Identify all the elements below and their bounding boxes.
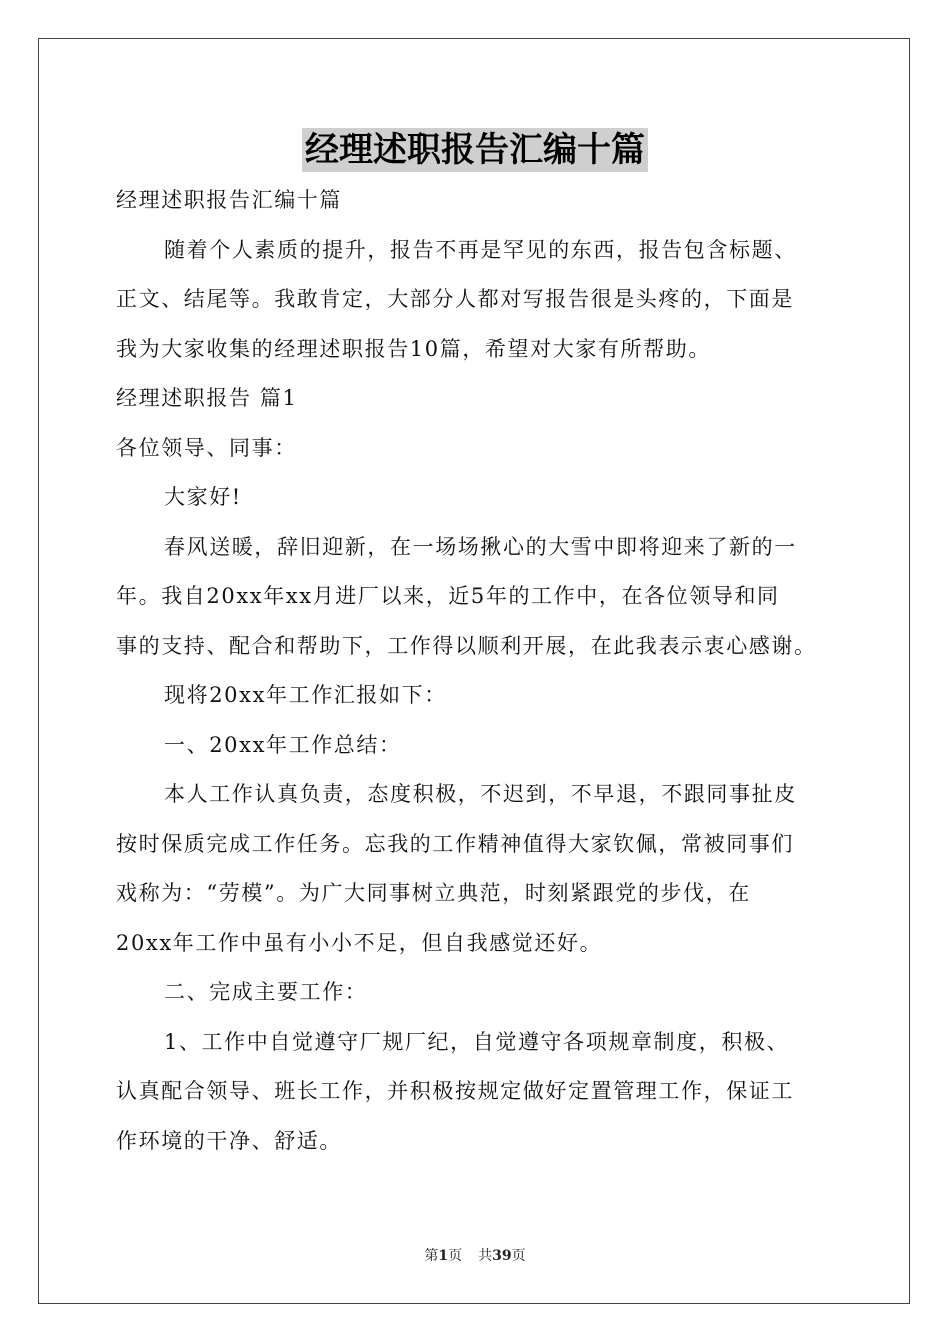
title-area <box>0 128 950 172</box>
text-line: 戏称为：“劳模”。为广大同事树立典范，时刻紧跟党的步伐，在 <box>116 881 751 905</box>
page-footer <box>0 1246 950 1266</box>
text-line: 本人工作认真负责，态度积极，不迟到，不早退，不跟同事扯皮 <box>164 782 797 806</box>
text-line: 春风送暖，辞旧迎新，在一场场揪心的大雪中即将迎来了新的一 <box>164 534 797 559</box>
text-line: 我为大家收集的经理述职报告10篇，希望对大家有所帮助。 <box>116 336 711 361</box>
total-suffix: 页 <box>511 1248 526 1264</box>
document-body <box>116 176 846 1166</box>
document-title: 经理述职报告汇编十篇 <box>302 128 648 172</box>
text-line: 经理述职报告汇编十篇 <box>116 188 342 212</box>
page-number: 1 <box>438 1248 449 1264</box>
text-line: 1、工作中自觉遵守厂规厂纪，自觉遵守各项规章制度，积极、 <box>164 1029 790 1054</box>
total-pages: 39 <box>492 1248 512 1264</box>
text-line: 20xx年工作中虽有小小不足，但自我感觉还好。 <box>116 930 603 955</box>
page-suffix: 页 <box>448 1248 463 1264</box>
text-line: 二、完成主要工作： <box>164 980 368 1004</box>
text-line: 事的支持、配合和帮助下，工作得以顺利开展，在此我表示衷心感谢。 <box>116 633 817 658</box>
text-line: 现将20xx年工作汇报如下： <box>164 683 447 707</box>
text-line: 一、20xx年工作总结： <box>164 732 402 757</box>
total-prefix: 共 <box>478 1248 493 1264</box>
text-line: 年。我自20xx年xx月进厂以来，近5年的工作中，在各位领导和同 <box>116 584 780 608</box>
text-line: 正文、结尾等。我敢肯定，大部分人都对写报告很是头疼的，下面是 <box>116 287 794 311</box>
text-line: 经理述职报告 篇1 <box>116 386 298 410</box>
page-prefix: 第 <box>424 1248 439 1264</box>
text-line: 随着个人素质的提升，报告不再是罕见的东西，报告包含标题、 <box>164 237 797 262</box>
text-line: 各位领导、同事： <box>116 435 297 460</box>
text-line: 认真配合领导、班长工作，并积极按规定做好定置管理工作，保证工 <box>116 1079 794 1103</box>
text-line: 作环境的干净、舒适。 <box>116 1128 342 1153</box>
text-line: 按时保质完成工作任务。忘我的工作精神值得大家钦佩，常被同事们 <box>116 831 794 856</box>
text-line: 大家好! <box>164 485 242 509</box>
